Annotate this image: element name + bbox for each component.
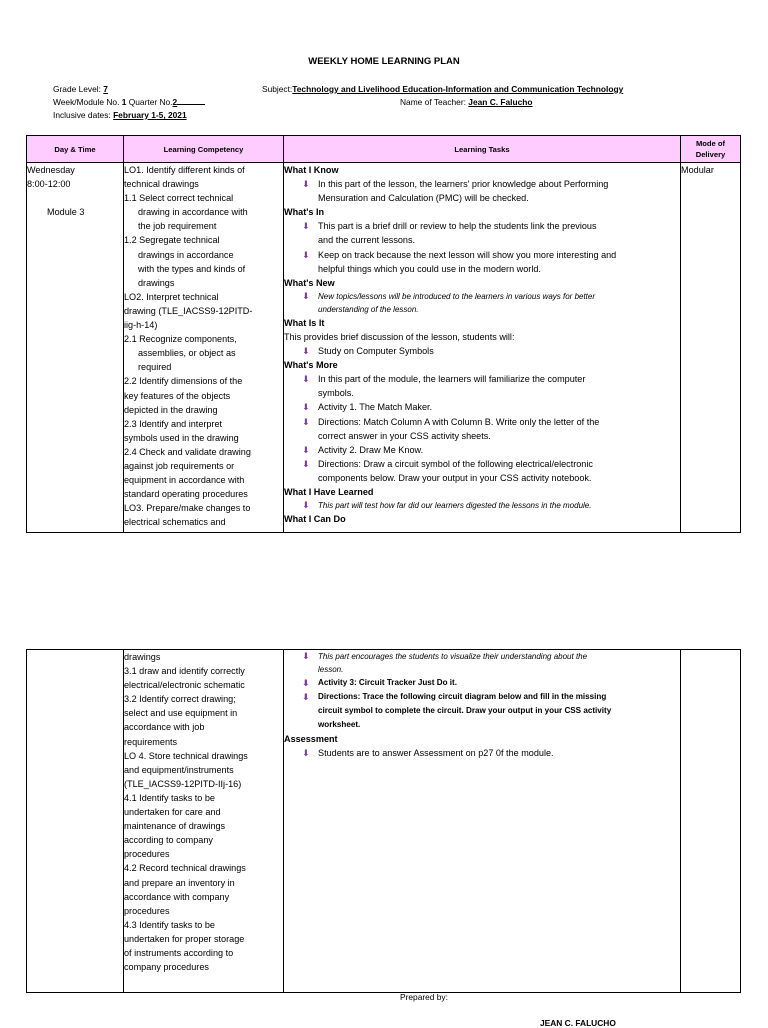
competency-line: 2.4 Check and validate drawing <box>124 446 251 457</box>
competency-line: 4.3 Identify tasks to be <box>124 919 215 930</box>
competency-line: of instruments according to <box>124 947 234 958</box>
task-bullet-cont: components below. Draw your output in your CSS activity notebook. <box>318 472 592 483</box>
competency-line: drawing (TLE_IACSS9-12PITD- <box>124 305 253 316</box>
task-bullet: ⬇ This part encourages the students to visualize their understanding about the <box>302 651 588 661</box>
page-title: WEEKLY HOME LEARNING PLAN <box>308 56 460 67</box>
arrow-down-bullet-icon: ⬇ <box>302 290 310 301</box>
competency-line: and prepare an inventory in <box>124 877 235 888</box>
competency-line: 2.1 Recognize components, <box>124 334 237 345</box>
preparer-name: JEAN C. FALUCHO <box>540 1018 616 1028</box>
arrow-down-bullet-icon: ⬇ <box>302 692 310 702</box>
competency-line: LO2. Interpret technical <box>124 291 219 302</box>
competency-line: 2.2 Identify dimensions of the <box>124 376 243 387</box>
subject: Subject:Technology and Livelihood Education-Information and Communication Technology <box>262 84 624 94</box>
section-what-is-it: What Is It <box>284 317 325 328</box>
competency-line: (TLE_IACSS9-12PITD-IIj-16) <box>124 778 242 789</box>
arrow-down-bullet-icon: ⬇ <box>302 346 310 357</box>
task-bullet: ⬇ Directions: Match Column A with Column B. Write only the letter of the <box>284 415 680 429</box>
competency-line: 2.3 Identify and interpret <box>124 418 223 429</box>
competency-line: 1.1 Select correct technical <box>124 193 234 204</box>
competency-cell-page1 <box>124 163 284 533</box>
section-assessment: Assessment <box>284 734 338 744</box>
day-time-cell <box>27 163 124 533</box>
task-bullet-cont: helpful things which you could use in the modern world. <box>318 263 541 274</box>
inclusive-dates: Inclusive dates: February 1-5, 2021 <box>53 110 187 120</box>
time: 8:00-12:00 <box>27 179 71 190</box>
header-day-time: Day & Time <box>27 136 124 163</box>
task-bullet-cont: Mensuration and Calculation (PMC) will be checked. <box>318 193 529 204</box>
competency-line: the job requirement <box>138 221 217 232</box>
header-learning-tasks: Learning Tasks <box>284 136 681 163</box>
plan-table-page2 <box>26 649 741 993</box>
competency-cell-page2 <box>124 650 284 993</box>
competency-line: select and use equipment in <box>124 708 238 719</box>
what-is-it-text: This provides brief discussion of the lesson, students will: <box>284 331 515 342</box>
competency-line: 3.1 draw and identify correctly <box>124 666 245 677</box>
competency-line: undertaken for proper storage <box>124 933 245 944</box>
mode-of-delivery-cell: Modular <box>681 163 741 533</box>
section-whats-new: What's New <box>284 277 335 288</box>
quarter-value: 2 <box>172 97 178 107</box>
task-bullet: ⬇ This part is a brief drill or review to help the students link the previous <box>284 219 680 233</box>
competency-line: 3.2 Identify correct drawing; <box>124 694 236 705</box>
arrow-down-bullet-icon: ⬇ <box>302 374 310 385</box>
task-bullet: ⬇ Activity 2. Draw Me Know. <box>284 443 680 457</box>
teacher-value: Jean C. Falucho <box>468 97 533 107</box>
task-bullet-cont: understanding of the lesson. <box>318 304 419 314</box>
competency-line: procedures <box>124 905 170 916</box>
prepared-by-label: Prepared by: <box>400 992 448 1002</box>
competency-line: standard operating procedures <box>124 489 248 500</box>
task-bullet: ⬇ This part will test how far did our learners digested the lessons in the module. <box>302 500 592 511</box>
task-bullet: ⬇ Activity 1. The Match Maker. <box>284 400 680 414</box>
task-bullet-cont: and the current lessons. <box>318 235 416 246</box>
task-bullet: ⬇ In this part of the lesson, the learners' prior knowledge about Performing <box>284 177 680 191</box>
task-bullet-cont: circuit symbol to complete the circuit. Draw your output in your CSS activity <box>318 706 612 715</box>
arrow-down-bullet-icon: ⬇ <box>302 444 310 455</box>
subject-value: Technology and Livelihood Education-Information and Communication Technology <box>292 84 624 94</box>
competency-line: requirements <box>124 736 178 747</box>
competency-line: iig-h-14) <box>124 320 158 331</box>
competency-line: accordance with job <box>124 722 205 733</box>
competency-line: according to company <box>124 835 213 846</box>
arrow-down-bullet-icon: ⬇ <box>302 458 310 469</box>
task-bullet-cont: symbols. <box>318 388 354 399</box>
competency-line: against job requirements or <box>124 460 235 471</box>
arrow-down-bullet-icon: ⬇ <box>302 500 310 511</box>
dates-value: February 1-5, 2021 <box>113 110 187 120</box>
competency-line: maintenance of drawings <box>124 821 226 832</box>
arrow-down-bullet-icon: ⬇ <box>302 402 310 413</box>
competency-line: electrical/electronic schematic <box>124 680 245 691</box>
arrow-down-bullet-icon: ⬇ <box>302 651 310 661</box>
competency-line: depicted in the drawing <box>124 404 218 415</box>
task-bullet: ⬇ Directions: Trace the following circuit diagram below and fill in the missing <box>302 692 607 702</box>
arrow-down-bullet-icon: ⬇ <box>302 249 310 260</box>
arrow-down-bullet-icon: ⬇ <box>302 748 310 759</box>
tasks-cell-page2 <box>284 650 681 993</box>
task-bullet: ⬇ Keep on track because the next lesson will show you more interesting and <box>284 248 680 262</box>
competency-line: accordance with company <box>124 891 230 902</box>
task-bullet: ⬇ Students are to answer Assessment on p27 0f the module. <box>284 746 680 760</box>
competency-line: procedures <box>124 849 170 860</box>
task-bullet: ⬇ Study on Computer Symbols <box>284 344 680 358</box>
tasks-cell-page1 <box>284 163 681 533</box>
arrow-down-bullet-icon: ⬇ <box>302 179 310 190</box>
section-what-i-can-do: What I Can Do <box>284 514 346 525</box>
arrow-down-bullet-icon: ⬇ <box>302 416 310 427</box>
section-whats-in: What's In <box>284 207 325 218</box>
task-bullet-cont: worksheet. <box>318 720 361 729</box>
task-bullet-cont: correct answer in your CSS activity sheets. <box>318 430 491 441</box>
module-label: Module 3 <box>47 207 85 218</box>
competency-line: drawings <box>124 652 161 662</box>
task-bullet-cont: lesson. <box>318 665 344 674</box>
day-time-cell-empty <box>27 650 124 993</box>
section-what-i-know: What I Know <box>284 165 339 175</box>
competency-line: LO3. Prepare/make changes to <box>124 503 251 514</box>
competency-line: symbols used in the drawing <box>124 432 239 443</box>
competency-line: electrical schematics and <box>124 517 226 528</box>
task-bullet: ⬇ Activity 3: Circuit Tracker Just Do it. <box>302 678 457 688</box>
day: Wednesday <box>27 165 75 175</box>
grade-value: 7 <box>103 84 108 94</box>
competency-line: 4.2 Record technical drawings <box>124 863 246 874</box>
section-whats-more: What's More <box>284 360 338 371</box>
teacher-name: Name of Teacher: Jean C. Falucho <box>400 97 533 107</box>
header-mode-of-delivery: Mode of Delivery <box>681 136 741 163</box>
mode-cell-empty <box>681 650 741 993</box>
competency-line: and equipment/instruments <box>124 764 234 775</box>
competency-line: undertaken for care and <box>124 807 221 818</box>
competency-line: 4.1 Identify tasks to be <box>124 792 215 803</box>
competency-line: drawing in accordance with <box>138 207 248 218</box>
competency-line: LO1. Identify different kinds of <box>124 165 245 175</box>
arrow-down-bullet-icon: ⬇ <box>302 221 310 232</box>
competency-line: equipment in accordance with <box>124 475 245 486</box>
competency-line: company procedures <box>124 962 209 973</box>
competency-line: technical drawings <box>124 179 199 190</box>
week-module: Week/Module No. 1 Quarter No.2 <box>53 96 205 109</box>
week-value: 1 <box>121 97 127 107</box>
arrow-down-bullet-icon: ⬇ <box>302 678 310 688</box>
competency-line: required <box>138 362 172 373</box>
task-bullet: ⬇ In this part of the module, the learners will familiarize the computer <box>284 372 680 386</box>
task-bullet: ⬇ Directions: Draw a circuit symbol of the following electrical/electronic <box>284 457 680 471</box>
competency-line: LO 4. Store technical drawings <box>124 750 248 761</box>
plan-table-page1 <box>26 135 741 533</box>
competency-line: assemblies, or object as <box>138 348 236 359</box>
task-bullet: ⬇ New topics/lessons will be introduced to the learners in various ways for better <box>302 290 596 301</box>
competency-line: drawings <box>138 277 175 288</box>
competency-line: key features of the objects <box>124 390 231 401</box>
competency-line: with the types and kinds of <box>138 263 246 274</box>
competency-line: drawings in accordance <box>138 249 234 260</box>
header-learning-competency: Learning Competency <box>124 136 284 163</box>
section-what-i-have-learned: What I Have Learned <box>284 486 374 497</box>
grade-level: Grade Level: 7 <box>53 84 108 94</box>
competency-line: 1.2 Segregate technical <box>124 235 220 246</box>
